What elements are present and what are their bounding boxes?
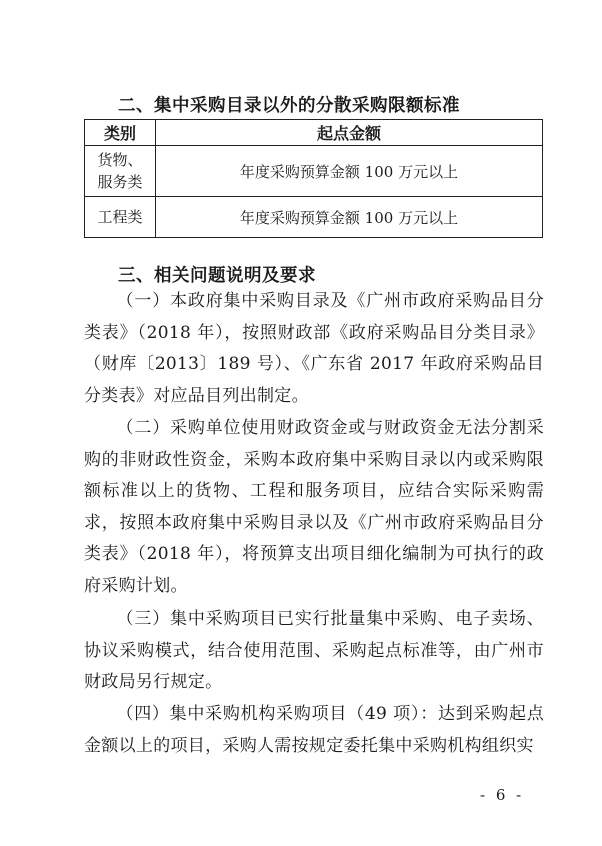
category-cell — [85, 146, 156, 197]
category-line: 服务类 — [97, 173, 143, 191]
paragraph-3 — [84, 604, 544, 699]
procurement-limit-table — [84, 119, 543, 238]
page-number: - 6 - — [480, 786, 525, 804]
paragraph-text: （一）本政府集中采购目录及《广州市政府采购品目分类表》（2018 年），按照财政部《政府采购品目分类目录》（财库〔2013〕189 号）、《广东省 2017 年政府采购品目分类表》对应品目列出制定。 — [84, 291, 544, 406]
table-row — [85, 197, 543, 238]
amount-cell: 年度采购预算金额 100 万元以上 — [156, 146, 543, 197]
table-header-row — [85, 120, 543, 146]
paragraph-2 — [84, 413, 544, 603]
paragraph-text: （三）集中采购项目已实行批量集中采购、电子卖场、协议采购模式，结合使用范围、采购起点标准等，由广州市财政局另行规定。 — [84, 609, 544, 693]
paragraph-1 — [84, 286, 544, 412]
section-3-heading: 三、相关问题说明及要求 — [118, 266, 316, 286]
paragraph-text: （四）集中采购机构采购项目（49 项）：达到采购起点金额以上的项目，采购人需按规定委托集中采购机构组织实 — [84, 704, 544, 756]
section-2-heading: 二、集中采购目录以外的分散采购限额标准 — [118, 96, 460, 116]
amount-cell: 年度采购预算金额 100 万元以上 — [156, 197, 543, 238]
category-line: 货物、 — [97, 151, 143, 169]
paragraph-text: （二）采购单位使用财政资金或与财政资金无法分割采购的非财政性资金，采购本政府集中采购目录以内或采购限额标准以上的货物、工程和服务项目，应结合实际采购需求，按照本政府集中采购目录以及《广州市政府采购品目分类表》（2018 年），将预算支出项目细化编制为可执行的政府采购计划。 — [84, 418, 544, 596]
category-cell: 工程类 — [85, 197, 156, 238]
table-row — [85, 146, 543, 197]
paragraph-4 — [84, 699, 544, 762]
header-category: 类别 — [85, 120, 156, 146]
header-amount: 起点金额 — [156, 120, 543, 146]
